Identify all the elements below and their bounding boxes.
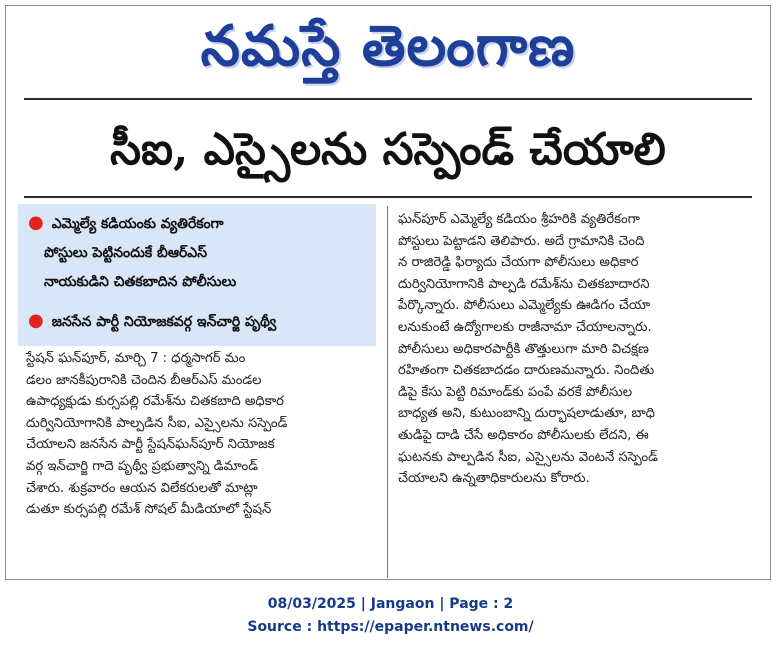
highlights-box xyxy=(18,204,376,346)
body-line: వర్గ ఇన్‌చార్జి గాదె పృథ్వీ ప్రభుత్వాన్ని డిమాండ్ xyxy=(26,458,258,474)
highlight-line: ఎమ్మెల్యే కడియంకు వ్యతిరేకంగా xyxy=(51,216,224,232)
masthead-logo: నమస్తే తెలంగాణ xyxy=(200,14,576,79)
body-line: చేయాలని జనసేన పార్టీ స్టేషన్‌ఘన్‌పూర్ నియోజక xyxy=(26,437,275,453)
masthead xyxy=(6,6,770,96)
body-line: తుడిపై దాడి చేసే అధికారం పోలీసులకు లేదని, ఈ xyxy=(398,427,649,443)
body-line: న రాజిరెడ్డి ఫిర్యాదు చేయగా పోలీసులు అధికార xyxy=(398,255,639,271)
body-line: దుర్వినియోగానికి పాల్పడిన సీఐ, ఎస్సైలను సస్పెండ్ xyxy=(26,415,288,431)
body-line: ఘటనకు పాల్పడిన సీఐ, ఎస్సైలను వెంటనే సస్పెండ్ xyxy=(398,449,658,465)
body-line: రహితంగా చితకబాదడం దారుణమన్నారు. నిందితు xyxy=(398,363,655,379)
body-line: డలం జానకీపురానికి చెందిన బీఆర్ఎస్ మండల xyxy=(26,372,262,388)
right-column xyxy=(398,209,758,490)
body-line: డుతూ కుర్సపల్లి రమేశ్ సోషల్ మీడియాలో స్టేషన్ xyxy=(26,502,272,518)
body-line: పోలీసులు అధికారపార్టీకి తొత్తులుగా మారి విచక్షణ xyxy=(398,341,649,357)
highlight-line: పోస్టులు పెట్టినందుకే బీఆర్ఎస్ xyxy=(44,245,208,261)
body-line: ఉపాధ్యక్షుడు కుర్సపల్లి రమేశ్‌ను చితకబాది అధికార xyxy=(26,394,284,410)
headline-rule xyxy=(24,196,752,198)
body-line: పోస్టులు పెట్టాడని తెలిపారు. అదే గ్రామానికి చెంది xyxy=(398,233,645,249)
body-line: లనుకుంటే ఉద్యోగాలకు రాజీనామా చేయాలన్నారు. xyxy=(398,319,652,335)
column-divider xyxy=(387,206,388,578)
top-rule xyxy=(24,98,752,100)
headline-text: సీఐ, ఎస్సైలను సస్పెండ్ చేయాలి xyxy=(110,124,666,175)
body-line: స్టేషన్ ఘన్‌పూర్, మార్చి 7 : ధర్మసాగర్ మం xyxy=(26,351,246,366)
body-line: దుర్వినియోగానికి పాల్పడి రమేశ్‌ను చితకబాదారని xyxy=(398,276,650,292)
news-clipping xyxy=(5,5,771,580)
highlight-line: నాయకుడిని చితకబాదిన పోలీసులు xyxy=(44,274,237,290)
highlight-item xyxy=(28,306,368,337)
body-line: బాధ్యత అని, కుటుంబాన్ని దుర్భాషలాడుతూ, బాధి xyxy=(398,406,655,422)
body-line: చేయాలని ఉన్నతాధికారులను కోరారు. xyxy=(398,471,590,487)
footer-source-link[interactable]: Source : https://epaper.ntnews.com/ xyxy=(247,619,534,635)
highlight-item xyxy=(28,208,368,297)
body-line: చేశారు. శుక్రవారం ఆయన విలేకరులతో మాట్లా xyxy=(26,480,258,496)
left-column xyxy=(26,348,376,521)
body-line: ఘన్‌పూర్ ఎమ్మెల్యే కడియం శ్రీహరికి వ్యతిరేకంగా xyxy=(398,212,640,227)
bullet-icon: ● xyxy=(28,310,44,331)
body-line: పేర్కొన్నారు. పోలీసులు ఎమ్మెల్యేకు ఊడిగం చేయా xyxy=(398,298,651,314)
bullet-icon: ● xyxy=(28,212,44,233)
highlight-line: జనసేన పార్టీ నియోజకవర్గ ఇన్‌చార్జి పృథ్వీ xyxy=(51,314,277,330)
headline xyxy=(6,108,770,192)
footer-date-line: 08/03/2025 | Jangaon | Page : 2 xyxy=(267,596,514,612)
body-line: డిపై కేసు పెట్టి రిమాండ్‌కు పంపే వరకే పోలీసుల xyxy=(398,384,633,400)
